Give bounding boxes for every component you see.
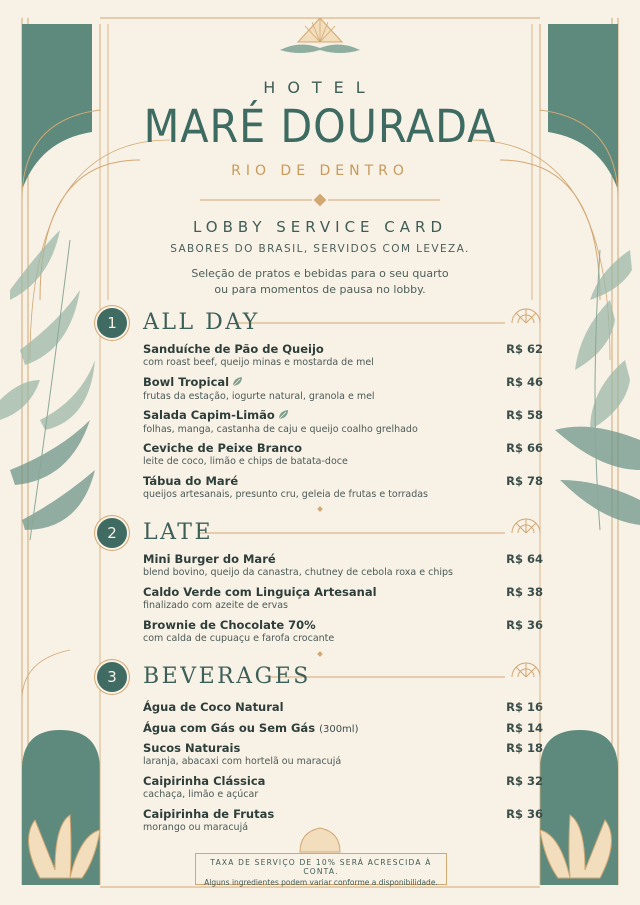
section-number: 3 <box>97 662 127 692</box>
menu-item <box>143 721 543 737</box>
item-description: laranja, abacaxi com hortelã ou maracujá <box>143 756 342 767</box>
item-price: R$ 62 <box>506 342 543 356</box>
item-name: Sanduíche de Pão de Queijo <box>143 342 324 356</box>
item-price: R$ 36 <box>506 618 543 632</box>
item-price: R$ 38 <box>506 585 543 599</box>
item-name: Sucos Naturais <box>143 741 241 755</box>
menu-item <box>143 375 543 403</box>
menu-item <box>143 408 543 436</box>
item-name: Caipirinha de Frutas <box>143 807 275 821</box>
section-all-day <box>97 308 542 508</box>
intro-text <box>0 266 640 298</box>
item-name: Brownie de Chocolate 70% <box>143 618 316 632</box>
menu-item <box>143 807 543 834</box>
item-price: R$ 18 <box>506 741 543 755</box>
item-price: R$ 36 <box>506 807 543 821</box>
item-price: R$ 58 <box>506 408 543 422</box>
item-description: finalizado com azeite de ervas <box>143 600 289 611</box>
menu-item <box>143 700 543 714</box>
leaf-icon <box>232 376 243 390</box>
top-fan-ornament <box>280 18 360 53</box>
item-name: Água com Gás ou Sem Gás <box>143 721 316 735</box>
menu-item <box>143 618 543 645</box>
item-description: morango ou maracujá <box>143 822 249 833</box>
item-price: R$ 16 <box>506 700 543 714</box>
menu-item <box>143 774 543 801</box>
item-price: R$ 78 <box>506 474 543 488</box>
item-name: Caldo Verde com Linguiça Artesanal <box>143 585 377 599</box>
section-number: 2 <box>97 518 127 548</box>
hotel-name: MARÉ DOURADA <box>143 100 497 153</box>
card-title: LOBBY SERVICE CARD <box>192 218 448 236</box>
item-name: Ceviche de Peixe Branco <box>143 441 303 455</box>
menu-item <box>143 741 543 768</box>
title-divider <box>200 194 440 205</box>
menu-item <box>143 474 543 501</box>
service-fee-note: TAXA DE SERVIÇO DE 10% SERÁ ACRESCIDA À CONTA. <box>210 858 432 876</box>
item-description: leite de coco, limão e chips de batata-doce <box>143 456 348 467</box>
item-description: com calda de cupuaçu e farofa crocante <box>143 633 335 644</box>
item-price: R$ 46 <box>506 375 543 389</box>
menu-item <box>143 552 543 579</box>
section-title: BEVERAGES <box>143 664 311 689</box>
item-name: Mini Burger do Maré <box>143 552 276 566</box>
hotel-label: HOTEL <box>263 78 377 97</box>
menu-item <box>143 585 543 612</box>
intro-line-1: Seleção de pratos e bebidas para o seu quarto <box>191 267 449 280</box>
item-description: frutas da estação, iogurte natural, granola e mel <box>143 391 375 402</box>
menu-item <box>143 342 543 369</box>
item-name: Tábua do Maré <box>143 474 239 488</box>
leaf-icon <box>278 409 289 423</box>
item-description: blend bovino, queijo da canastra, chutney de cebola roxa e chips <box>143 567 453 578</box>
item-description: cachaça, limão e açúcar <box>143 789 259 800</box>
intro-line-2: ou para momentos de pausa no lobby. <box>214 283 426 296</box>
footer-note-box <box>195 853 447 885</box>
tagline: SABORES DO BRASIL, SERVIDOS COM LEVEZA. <box>170 243 470 255</box>
availability-note: Alguns ingredientes podem variar conforme a disponibilidade. <box>204 878 438 887</box>
item-price: R$ 32 <box>506 774 543 788</box>
item-size-note: (300ml) <box>319 724 359 735</box>
hotel-location: RIO DE DENTRO <box>231 163 409 179</box>
item-name: Bowl Tropical <box>143 375 230 389</box>
item-price: R$ 14 <box>506 721 543 735</box>
section-number: 1 <box>97 308 127 338</box>
item-price: R$ 66 <box>506 441 543 455</box>
section-title: ALL DAY <box>143 310 260 335</box>
item-price: R$ 64 <box>506 552 543 566</box>
item-description: folhas, manga, castanha de caju e queijo coalho grelhado <box>143 424 418 435</box>
item-description: com roast beef, queijo minas e mostarda de mel <box>143 357 374 368</box>
item-name: Caipirinha Clássica <box>143 774 266 788</box>
item-description: queijos artesanais, presunto cru, geleia de frutas e torradas <box>143 489 428 500</box>
item-name: Salada Capim-Limão <box>143 408 275 422</box>
menu-item <box>143 441 543 468</box>
section-late <box>97 518 542 648</box>
item-name: Água de Coco Natural <box>143 700 284 714</box>
section-title: LATE <box>143 520 214 545</box>
section-beverages <box>97 662 542 842</box>
